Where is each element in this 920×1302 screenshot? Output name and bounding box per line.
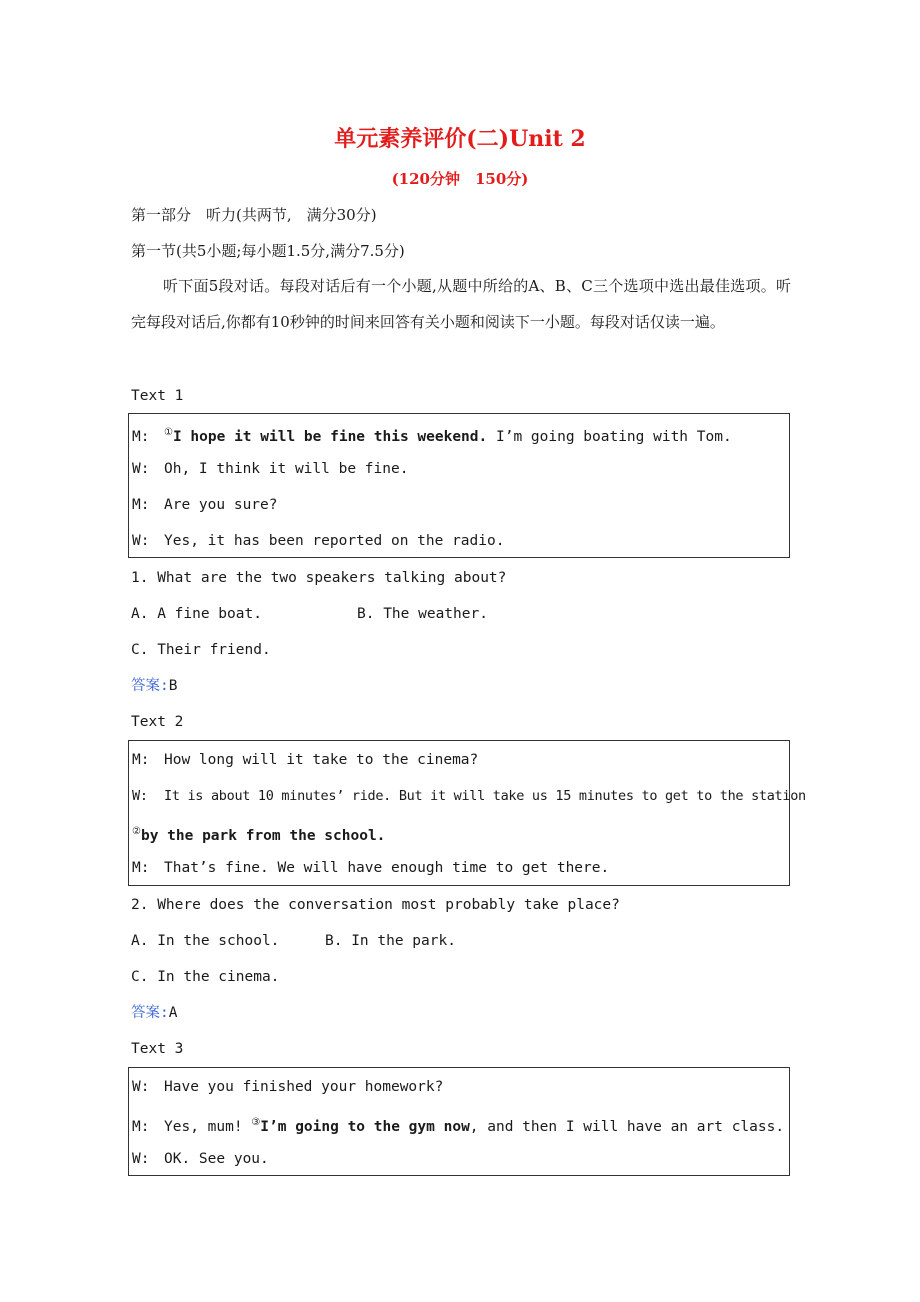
- text-heading: Text 1: [131, 388, 184, 404]
- option-b: B. In the park.: [325, 933, 456, 949]
- dialogue-box: [128, 740, 806, 886]
- dialogue-line: M: How long will it take to the cinema?: [132, 752, 479, 768]
- dialogue-line: W: OK. See you.: [132, 1151, 269, 1167]
- option-b: B. The weather.: [357, 606, 488, 622]
- option-c: C. Their friend.: [131, 642, 271, 658]
- option-a: A. A fine boat.: [131, 606, 262, 622]
- exam-duration-score: (120分钟 150分): [391, 170, 529, 188]
- dialogue-line: M: Yes, mum! ③I’m going to the gym now, and then I will have an art class.: [132, 1117, 785, 1135]
- dialogue-line: W: It is about 10 minutes’ ride. But it will take us 15 minutes to get to the station: [132, 788, 806, 804]
- dialogue-line: W: Oh, I think it will be fine.: [132, 461, 409, 477]
- dialogue-line: M: ①I hope it will be fine this weekend. I’m going boating with Tom.: [132, 427, 732, 445]
- dialogue-box: [128, 1067, 790, 1176]
- dialogue-line: M: That’s fine. We will have enough time to get there.: [132, 860, 610, 876]
- option-a: A. In the school.: [131, 933, 280, 949]
- dialogue-box: [128, 413, 790, 558]
- option-c: C. In the cinema.: [131, 969, 280, 985]
- answer: 答案:B: [131, 678, 178, 694]
- part-heading: 第一部分 听力(共两节, 满分30分): [131, 206, 377, 224]
- dialogue-line: ②by the park from the school.: [132, 826, 386, 844]
- instructions: 听下面5段对话。每段对话后有一个小题,从题中所给的A、B、C三个选项中选出最佳选项。听完每段对话后,你都有10秒钟的时间来回答有关小题和阅读下一小题。每段对话仅读一遍。: [131, 277, 791, 331]
- question: 1. What are the two speakers talking about?: [131, 570, 507, 586]
- page-title: 单元素养评价(二)Unit 2: [334, 126, 586, 152]
- dialogue-line: M: Are you sure?: [132, 497, 278, 513]
- dialogue-line: W: Have you finished your homework?: [132, 1079, 444, 1095]
- text-heading: Text 2: [131, 714, 184, 730]
- answer: 答案:A: [131, 1005, 178, 1021]
- question: 2. Where does the conversation most probably take place?: [131, 897, 620, 913]
- dialogue-line: W: Yes, it has been reported on the radio.: [132, 533, 505, 549]
- text-heading: Text 3: [131, 1041, 184, 1057]
- section-heading: 第一节(共5小题;每小题1.5分,满分7.5分): [131, 242, 405, 260]
